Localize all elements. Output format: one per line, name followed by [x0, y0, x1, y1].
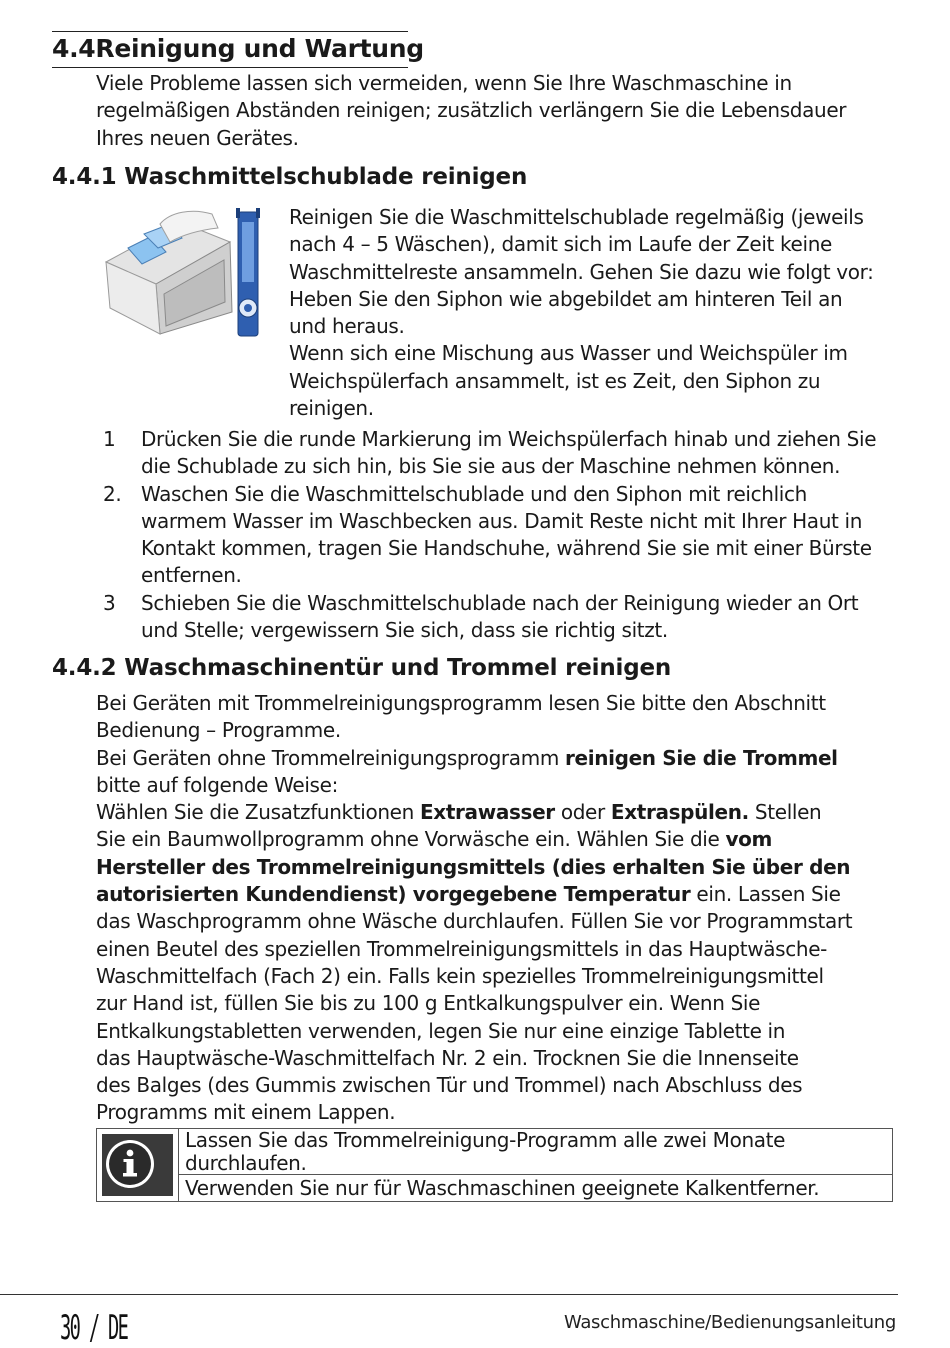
- info-note-box: [96, 1128, 893, 1202]
- intro-line: regelmäßigen Abständen reinigen; zusätzlich verlängern Sie die Lebensdauer: [96, 98, 847, 123]
- drawer-text-line: Heben Sie den Siphon wie abgebildet am hinteren Teil an: [289, 286, 843, 311]
- step-text-line: und Stelle; vergewissern Sie sich, dass sie richtig sitzt.: [141, 618, 668, 643]
- list-item: [52, 481, 912, 590]
- drum-text-line: [96, 745, 852, 772]
- drum-text-line: des Balges (des Gummis zwischen Tür und Trommel) nach Abschluss des: [96, 1073, 803, 1098]
- drawer-text-line: Reinigen Sie die Waschmittelschublade regelmäßig (jeweils: [289, 205, 864, 229]
- drawer-text-line: und heraus.: [289, 314, 405, 339]
- drum-text-line: das Waschprogramm ohne Wäsche durchlaufen. Füllen Sie vor Programmstart: [96, 909, 853, 934]
- step-text-line: die Schublade zu sich hin, bis Sie sie aus der Maschine nehmen können.: [141, 454, 841, 479]
- drum-text: ein. Lassen Sie: [690, 882, 841, 907]
- footer-document-title: Waschmaschine/Bedienungsanleitung: [563, 1312, 896, 1333]
- drum-text-line: Bedienung – Programme.: [96, 718, 341, 743]
- intro-line: Viele Probleme lassen sich vermeiden, wenn Sie Ihre Waschmaschine in: [96, 71, 792, 95]
- drum-text: Sie ein Baumwollprogramm ohne Vorwäsche ein. Wählen Sie die: [96, 827, 726, 852]
- section-intro: [96, 70, 846, 152]
- info-icon: [97, 1129, 177, 1199]
- drum-text: Wählen Sie die Zusatzfunktionen: [96, 800, 420, 825]
- drum-text: oder: [554, 800, 611, 825]
- drawer-text-line: nach 4 – 5 Wäschen), damit sich im Laufe der Zeit keine: [289, 232, 832, 257]
- step-number: 2.: [103, 481, 122, 506]
- info-icon-cell: [97, 1129, 179, 1201]
- cleaning-steps-list: [52, 426, 912, 644]
- drawer-text-line: Waschmittelreste ansammeln. Gehen Sie dazu wie folgt vor:: [289, 259, 874, 284]
- drawer-instructions: [289, 204, 874, 422]
- step-text-line: Schieben Sie die Waschmittelschublade nach der Reinigung wieder an Ort: [141, 590, 859, 615]
- list-item: [52, 590, 912, 645]
- drum-text-line: [96, 854, 852, 881]
- step-text-line: warmem Wasser im Waschbecken aus. Damit Reste nicht mit Ihrer Haut in: [141, 508, 863, 533]
- drum-text-line: Programms mit einem Lappen.: [96, 1100, 396, 1125]
- step-text-line: entfernen.: [141, 563, 242, 588]
- note-row-2: [179, 1175, 892, 1201]
- detergent-drawer-illustration: [100, 204, 265, 340]
- step-number: 3: [103, 590, 116, 615]
- step-text-line: Kontakt kommen, tragen Sie Handschuhe, während Sie sie mit einer Bürste: [141, 536, 872, 561]
- drum-text-line: das Hauptwäsche-Waschmittelfach Nr. 2 ein. Trocknen Sie die Innenseite: [96, 1045, 799, 1070]
- drawer-text-line: Wenn sich eine Mischung aus Wasser und Weichspüler im: [289, 341, 848, 366]
- drum-text-line: Waschmittelfach (Fach 2) ein. Falls kein spezielles Trommelreinigungsmittel: [96, 963, 824, 988]
- list-item: [52, 426, 912, 481]
- drum-text-line: [96, 799, 852, 826]
- drum-text-line: bitte auf folgende Weise:: [96, 772, 338, 797]
- drum-text-line: einen Beutel des speziellen Trommelreinigungsmittels in das Hauptwäsche-: [96, 936, 828, 961]
- note-text-line: Lassen Sie das Trommelreinigung-Programm alle zwei Monate: [185, 1128, 786, 1152]
- drum-text-line: [96, 881, 852, 908]
- step-number: 1: [103, 427, 116, 451]
- footer-rule: [0, 1294, 898, 1295]
- drum-text-bold: Hersteller des Trommelreinigungsmittels (dies erhalten Sie über den: [96, 854, 851, 879]
- subsection-heading-drum: 4.4.2 Waschmaschinentür und Trommel reinigen: [52, 655, 672, 681]
- note-row-1: [179, 1129, 892, 1175]
- drum-text-bold: vom: [725, 827, 773, 852]
- section-title: 4.4Reinigung und Wartung: [52, 34, 424, 63]
- drawer-text-line: reinigen.: [289, 396, 374, 421]
- step-text-line: Drücken Sie die runde Markierung im Weichspülerfach hinab und ziehen Sie: [141, 427, 877, 451]
- drum-text-line: Entkalkungstabletten verwenden, legen Sie nur eine einzige Tablette in: [96, 1018, 786, 1043]
- step-text-line: Waschen Sie die Waschmittelschublade und den Siphon mit reichlich: [141, 481, 807, 506]
- subsection-heading-drawer: 4.4.1 Waschmittelschublade reinigen: [52, 164, 528, 190]
- drum-text-line: zur Hand ist, füllen Sie bis zu 100 g Entkalkungspulver ein. Wenn Sie: [96, 991, 761, 1016]
- drum-text: Bei Geräten ohne Trommelreinigungsprogramm: [96, 745, 565, 770]
- page-number: 30 / DE: [60, 1308, 128, 1348]
- note-text-line: Verwenden Sie nur für Waschmaschinen geeignete Kalkentferner.: [185, 1176, 820, 1200]
- drum-text-bold: reinigen Sie die Trommel: [564, 745, 838, 770]
- intro-line: Ihres neuen Gerätes.: [96, 125, 299, 150]
- drum-text-bold: autorisierten Kundendienst) vorgegebene Temperatur: [96, 882, 691, 907]
- drum-text-line: [96, 826, 852, 853]
- drum-text-bold: Extraspülen.: [610, 800, 749, 825]
- drum-text: Stellen: [748, 800, 822, 825]
- drum-text-bold: Extrawasser: [419, 800, 555, 825]
- drawer-text-line: Weichspülerfach ansammelt, ist es Zeit, den Siphon zu: [289, 368, 821, 393]
- drum-cleaning-text: [96, 690, 852, 1127]
- note-text-line: durchlaufen.: [185, 1151, 307, 1175]
- drum-text-line: Bei Geräten mit Trommelreinigungsprogramm lesen Sie bitte den Abschnitt: [96, 691, 826, 715]
- title-bottom-rule: [52, 67, 408, 68]
